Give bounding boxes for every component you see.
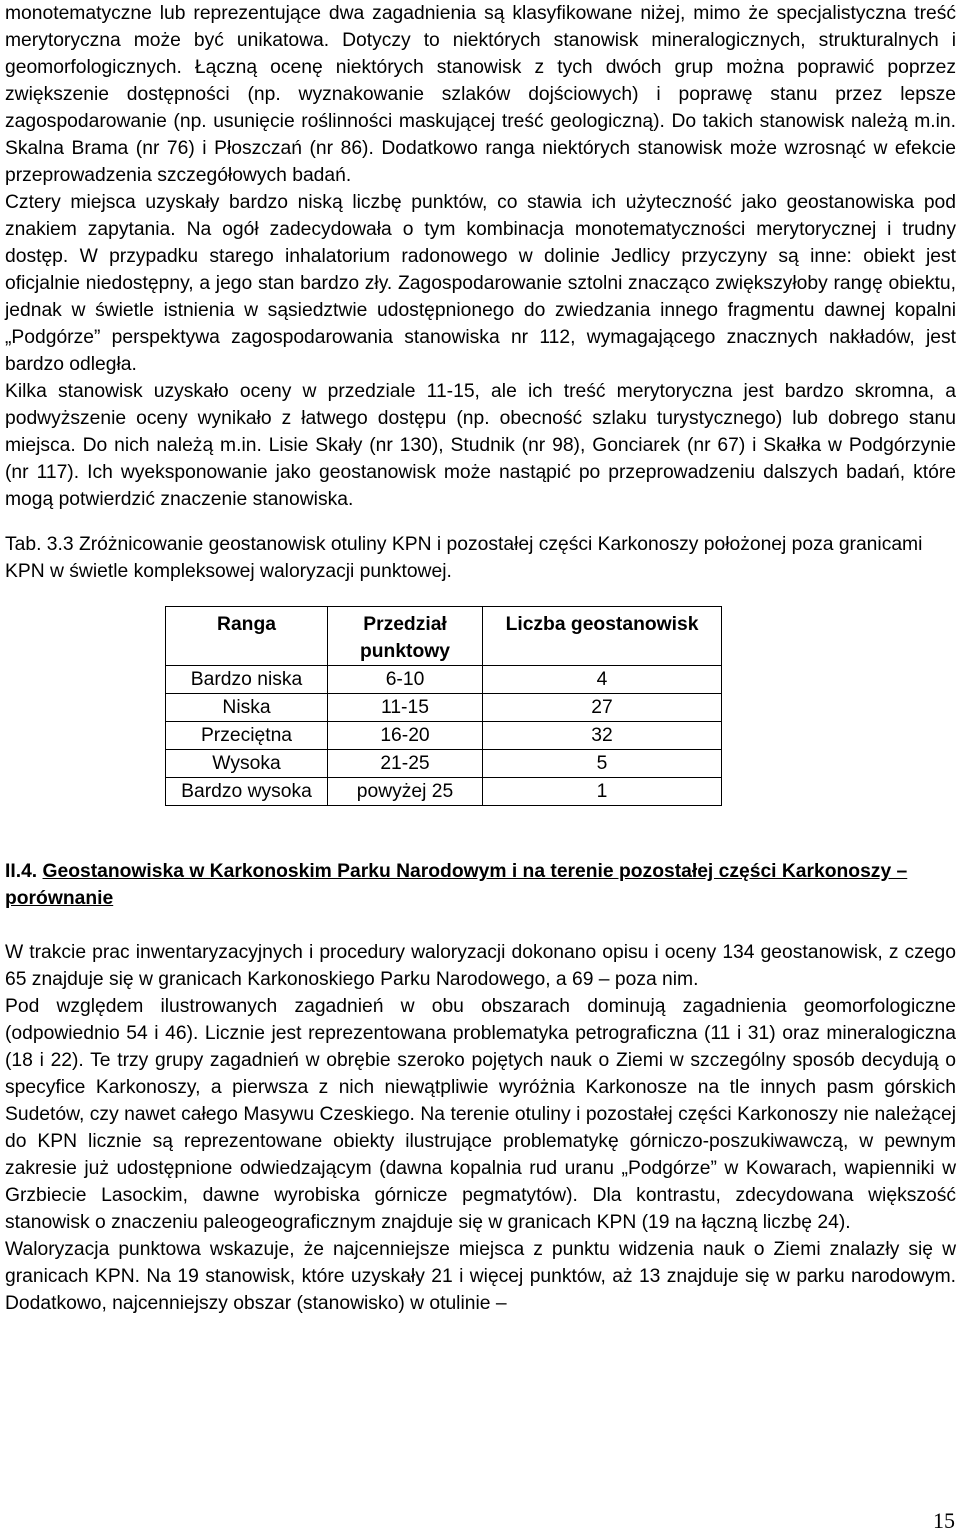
table-cell: Niska: [166, 694, 328, 722]
page-number: 15: [933, 1508, 955, 1533]
spacer: [5, 912, 956, 939]
table-header-row: [166, 607, 722, 666]
table-cell: 27: [483, 694, 722, 722]
spacer: [5, 806, 956, 858]
paragraph: Waloryzacja punktowa wskazuje, że najcenniejsze miejsca z punktu widzenia nauk o Ziemi znalazły się w granicach KPN. Na 19 stanowisk, które uzyskały 21 i więcej punktów, aż 13 znajduje się w parku narodowym. Dodatkowo, najcenniejszy obszar (stanowisko) w otulinie –: [5, 1239, 956, 1314]
table-row: [166, 722, 722, 750]
table-cell: 16-20: [328, 722, 483, 750]
table-cell: 6-10: [328, 666, 483, 694]
table-row: [166, 666, 722, 694]
table-caption: Tab. 3.3 Zróżnicowanie geostanowisk otuliny KPN i pozostałej części Karkonoszy położonej poza granicami KPN w świetle kompleksowej waloryzacji punktowej.: [5, 534, 923, 582]
table-cell: 32: [483, 722, 722, 750]
section-heading: [5, 858, 956, 912]
column-header-ranga: Ranga: [166, 607, 328, 666]
table-cell: 5: [483, 750, 722, 778]
paragraph: Kilka stanowisk uzyskało oceny w przedziale 11-15, ale ich treść merytoryczna jest bardzo skromna, a podwyższenie oceny wynikało z łatwego dostępu (np. obecność szlaku turystycznego) lub dobrego stanu miejsca. Do nich należą m.in. Lisie Skały (nr 130), Studnik (nr 98), Gonciarek (nr 67) i Skałka w Podgórzynie (nr 117). Ich wyeksponowanie jako geostanowisk może nastąpić po przeprowadzeniu dalszych badań, które mogą potwierdzić znaczenie stanowiska.: [5, 381, 956, 510]
table-row: [166, 778, 722, 806]
paragraph: Pod względem ilustrowanych zagadnień w obu obszarach dominują zagadnienia geomorfologiczne (odpowiednio 54 i 46). Licznie jest reprezentowana problematyka petrograficzna (11 i 31) oraz mineralogiczna (18 i 22). Te trzy grupy zagadnień w obrębie szeroko pojętych nauk o Ziemi w szczególny sposób decydują o specyfice Karkonoszy, a pierwsza z nich niewątpliwie wyróżnia Karkonosze na tle innych pasm górskich Sudetów, czy nawet całego Masywu Czeskiego. Na terenie otuliny i pozostałej części Karkonoszy nie należącej do KPN licznie są reprezentowane obiekty ilustrujące problematykę górniczo-poszukiwawczą, w pewnym zakresie już udostępnione odwiedzającym (dawna kopalnia rud uranu „Podgórze” w Kowarach, wapienniki w Grzbiecie Lasockim, dawne wyrobiska górnicze pegmatytów). Dla kontrastu, zdecydowana większość stanowisk o znaczeniu paleogeograficznym znajduje się w granicach KPN (19 na łączną liczbę 24).: [5, 996, 956, 1233]
table-row: [166, 750, 722, 778]
table-cell: Bardzo niska: [166, 666, 328, 694]
rank-table: [165, 606, 722, 806]
paragraph: monotematyczne lub reprezentujące dwa zagadnienia są klasyfikowane niżej, mimo że specjalistyczna treść merytoryczna może być unikatowa. Dotyczy to niektórych stanowisk mineralogicznych, strukturalnych i geomorfologicznych. Łączną ocenę niektórych stanowisk z tych dwóch grup można poprawić poprzez zwiększenie dostępności (np. wyznakowanie szlaków dojściowych) i poprawę stanu przez lepsze zagospodarowanie (np. usunięcie roślinności maskującej treść geologiczną). Do takich stanowisk należą m.in. Skalna Brama (nr 76) i Płoszczań (nr 86). Dodatkowo ranga niektórych stanowisk może wzrosnąć w efekcie przeprowadzenia szczegółowych badań.: [5, 3, 956, 186]
spacer: [5, 513, 956, 531]
table-cell: 4: [483, 666, 722, 694]
column-header-przedzial: Przedział punktowy: [328, 607, 483, 666]
table-cell: Wysoka: [166, 750, 328, 778]
table-cell: 21-25: [328, 750, 483, 778]
table-cell: powyżej 25: [328, 778, 483, 806]
document-page: [5, 0, 956, 1317]
table-cell: 11-15: [328, 694, 483, 722]
section-number: II.4.: [5, 861, 38, 882]
paragraph: W trakcie prac inwentaryzacyjnych i procedury waloryzacji dokonano opisu i oceny 134 geostanowisk, z czego 65 znajduje się w granicach Karkonoskiego Parku Narodowego, a 69 – poza nim.: [5, 942, 956, 990]
table-cell: Bardzo wysoka: [166, 778, 328, 806]
table-row: [166, 694, 722, 722]
table-cell: 1: [483, 778, 722, 806]
table-cell: Przeciętna: [166, 722, 328, 750]
column-header-liczba: Liczba geostanowisk: [483, 607, 722, 666]
paragraph: Cztery miejsca uzyskały bardzo niską liczbę punktów, co stawia ich użyteczność jako geostanowiska pod znakiem zapytania. Na ogół zadecydowała o tym kombinacja monotematyczności merytorycznej i trudny dostęp. W przypadku starego inhalatorium radonowego w dolinie Jedlicy przyczyny są inne: obiekt jest oficjalnie niedostępny, a jego stan bardzo zły. Zagospodarowanie sztolni znacząco zwiększyłoby rangę obiektu, jednak w świetle istnienia w sąsiedztwie udostępnionego do zwiedzania innego fragmentu dawnej kopalni „Podgórze” perspektywa zagospodarowania stanowiska nr 112, wymagającego znacznych nakładów, jest bardzo odległa.: [5, 192, 956, 375]
section-title: Geostanowiska w Karkonoskim Parku Narodowym i na terenie pozostałej części Karkonoszy – porównanie: [5, 861, 908, 909]
